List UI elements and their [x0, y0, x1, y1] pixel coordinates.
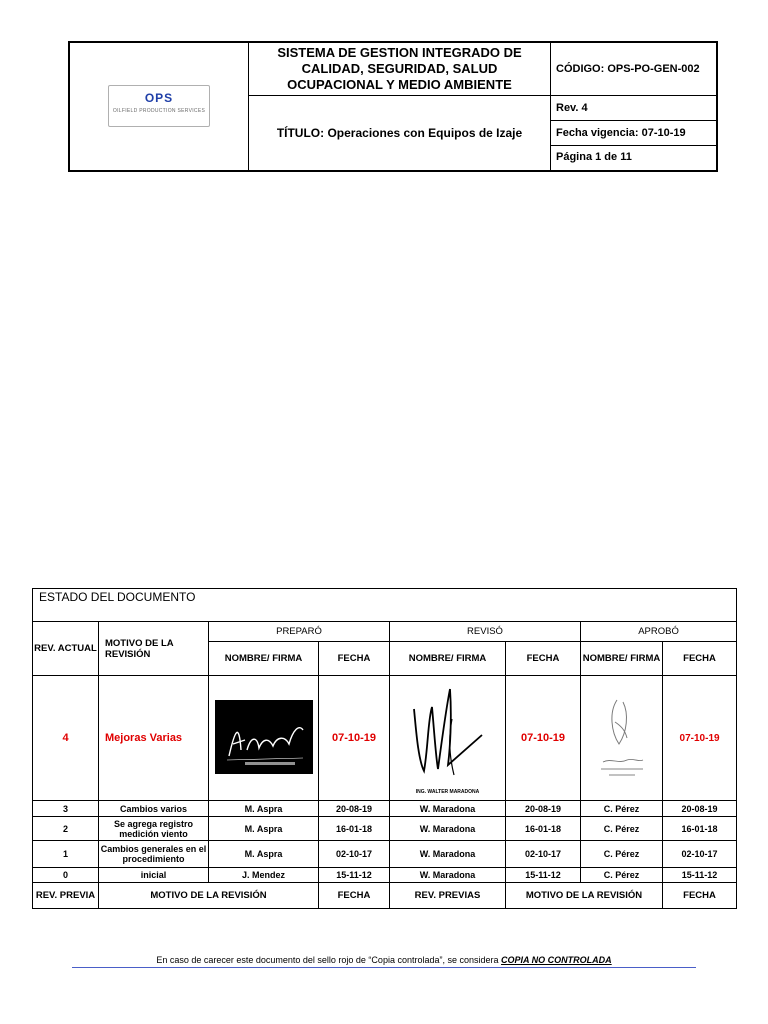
col-nombre-firma-aprobo: NOMBRE/ FIRMA: [581, 642, 663, 676]
table-row: [33, 817, 737, 841]
copy-control-notice: [72, 954, 696, 968]
company-logo: [108, 85, 210, 127]
motivo: Se agrega registro medición viento: [99, 817, 209, 841]
aprobo-fecha: 02-10-17: [663, 841, 737, 868]
aprobo-fecha: 15-11-12: [663, 868, 737, 883]
reviso-signature-caption: ING. WALTER MARADONA: [415, 789, 480, 795]
reviso-fecha: 16-01-18: [506, 817, 581, 841]
reviso-fecha: 20-08-19: [506, 801, 581, 817]
aprobo-signature: [597, 692, 647, 782]
logo-cell: [69, 42, 249, 171]
col-fecha-reviso: FECHA: [506, 642, 581, 676]
rev: 1: [33, 841, 99, 868]
col-fecha-previas: FECHA: [663, 883, 737, 909]
preparo: M. Aspra: [209, 841, 319, 868]
signature-image: [597, 692, 647, 782]
logo-subtext: OILFIELD PRODUCTION SERVICES: [112, 108, 206, 115]
col-motivo-previas: MOTIVO DE LA REVISIÓN: [506, 883, 663, 909]
reviso-signature: [402, 679, 494, 797]
col-rev-actual: REV. ACTUAL: [33, 622, 99, 676]
logo-text: OPS: [144, 91, 174, 106]
preparo-fecha: 02-10-17: [319, 841, 390, 868]
group-aprobo: APROBÓ: [581, 622, 737, 642]
col-nombre-firma-preparo: NOMBRE/ FIRMA: [209, 642, 319, 676]
reviso: W. Maradona: [390, 817, 506, 841]
document-header: [68, 41, 718, 172]
table-row: [33, 841, 737, 868]
current-revision-row: [33, 676, 737, 801]
aprobo: C. Pérez: [581, 817, 663, 841]
system-title: SISTEMA DE GESTION INTEGRADO DE CALIDAD, SEGURIDAD, SALUD OCUPACIONAL Y MEDIO AMBIENTE: [249, 42, 551, 96]
revision-number: Rev. 4: [551, 96, 718, 121]
preparo-signature-cell: [209, 676, 319, 801]
preparo: M. Aspra: [209, 817, 319, 841]
aprobo: C. Pérez: [581, 801, 663, 817]
signature-image: [402, 679, 494, 789]
col-fecha-aprobo: FECHA: [663, 642, 737, 676]
preparo-fecha: 16-01-18: [319, 817, 390, 841]
motivo: inicial: [99, 868, 209, 883]
reviso: W. Maradona: [390, 868, 506, 883]
rev: 0: [33, 868, 99, 883]
rev: 3: [33, 801, 99, 817]
col-fecha-previa: FECHA: [319, 883, 390, 909]
reviso: W. Maradona: [390, 801, 506, 817]
status-table-title: ESTADO DEL DOCUMENTO: [33, 589, 737, 622]
aprobo: C. Pérez: [581, 868, 663, 883]
aprobo-signature-cell: [581, 676, 663, 801]
notice-emphasis: COPIA NO CONTROLADA: [501, 955, 612, 965]
reviso-signature-cell: [390, 676, 506, 801]
col-nombre-firma-reviso: NOMBRE/ FIRMA: [390, 642, 506, 676]
col-motivo: MOTIVO DE LA REVISIÓN: [99, 622, 209, 676]
aprobo-fecha-current: 07-10-19: [663, 676, 737, 801]
aprobo: C. Pérez: [581, 841, 663, 868]
preparo-fecha: 15-11-12: [319, 868, 390, 883]
preparo-fecha-current: 07-10-19: [319, 676, 390, 801]
reviso-fecha: 02-10-17: [506, 841, 581, 868]
table-row: [33, 868, 737, 883]
col-rev-previas: REV. PREVIAS: [390, 883, 506, 909]
preparo-signature: [215, 700, 313, 774]
document-code: CÓDIGO: OPS-PO-GEN-002: [551, 42, 718, 96]
reviso-fecha-current: 07-10-19: [506, 676, 581, 801]
col-rev-previa: REV. PREVIA: [33, 883, 99, 909]
col-motivo-previa: MOTIVO DE LA REVISIÓN: [99, 883, 319, 909]
current-rev: 4: [33, 676, 99, 801]
motivo: Cambios varios: [99, 801, 209, 817]
current-motivo: Mejoras Varias: [99, 676, 209, 801]
group-preparo: PREPARÓ: [209, 622, 390, 642]
aprobo-fecha: 16-01-18: [663, 817, 737, 841]
reviso-fecha: 15-11-12: [506, 868, 581, 883]
notice-text: En caso de carecer este documento del sello rojo de “Copia controlada”, se considera: [156, 955, 502, 965]
motivo: Cambios generales en el procedimiento: [99, 841, 209, 868]
rev: 2: [33, 817, 99, 841]
table-row: [33, 801, 737, 817]
status-table-footer-row: [33, 883, 737, 909]
reviso: W. Maradona: [390, 841, 506, 868]
document-status-table: [32, 588, 737, 909]
signature-image: [215, 700, 313, 774]
preparo-fecha: 20-08-19: [319, 801, 390, 817]
document-title: TÍTULO: Operaciones con Equipos de Izaje: [249, 96, 551, 171]
col-fecha-preparo: FECHA: [319, 642, 390, 676]
page-number: Página 1 de 11: [551, 146, 718, 171]
aprobo-fecha: 20-08-19: [663, 801, 737, 817]
group-reviso: REVISÓ: [390, 622, 581, 642]
effective-date: Fecha vigencia: 07-10-19: [551, 121, 718, 146]
preparo: M. Aspra: [209, 801, 319, 817]
preparo: J. Mendez: [209, 868, 319, 883]
